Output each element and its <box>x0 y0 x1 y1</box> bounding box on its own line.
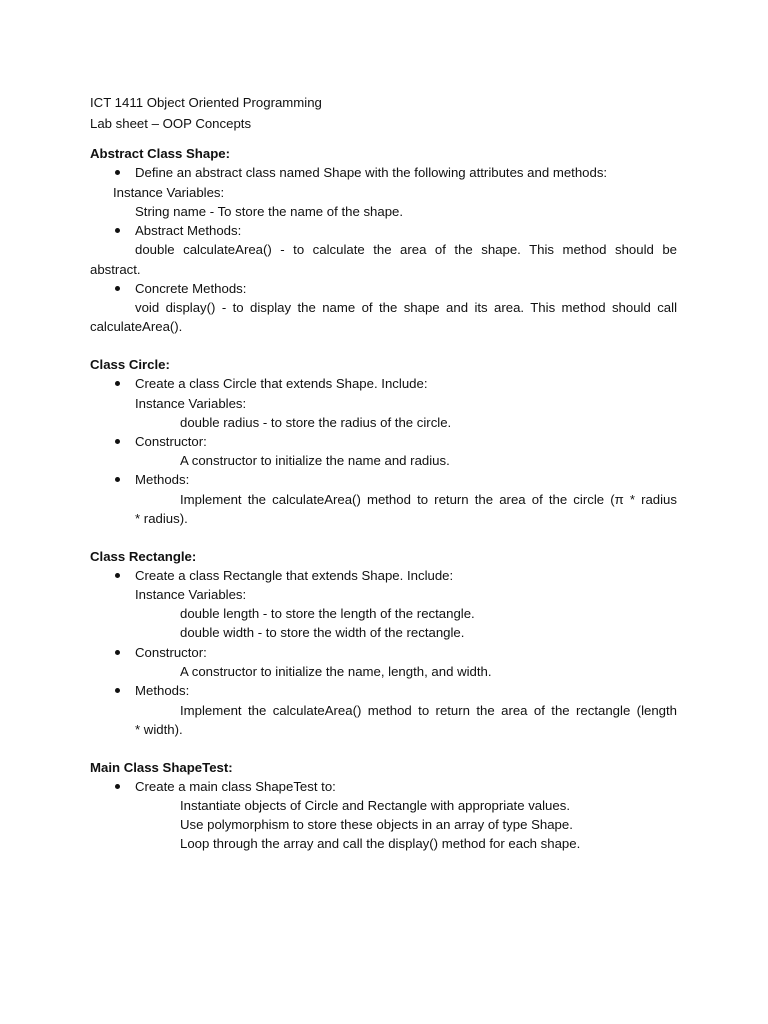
main-step-polymorphism: Use polymorphism to store these objects in an array of type Shape. <box>180 817 573 832</box>
main-step-instantiate: Instantiate objects of Circle and Rectangle with appropriate values. <box>180 798 570 813</box>
bullet-icon <box>115 439 120 444</box>
rectangle-instance-vars-label: Instance Variables: <box>135 587 247 602</box>
bullet-icon <box>115 573 120 578</box>
course-title: ICT 1411 Object Oriented Programming <box>90 95 322 110</box>
rectangle-constructor-label: Constructor: <box>135 645 207 660</box>
rectangle-length-var: double length - to store the length of the rectangle. <box>180 606 475 621</box>
bullet-icon <box>115 477 120 482</box>
circle-method-line-1: Implement the calculateArea() method to return the area of the circle (π * radius <box>180 492 677 507</box>
rectangle-method-line-2: * width). <box>135 722 183 737</box>
circle-instance-vars-label: Instance Variables: <box>135 396 247 411</box>
circle-create-text: Create a class Circle that extends Shape. Include: <box>135 376 428 391</box>
bullet-icon <box>115 650 120 655</box>
shape-abstract-label: Abstract Methods: <box>135 223 242 238</box>
shape-display-line-1: void display() - to display the name of the shape and its area. This method should call <box>135 300 677 315</box>
section-heading-main: Main Class ShapeTest: <box>90 760 233 775</box>
rectangle-width-var: double width - to store the width of the rectangle. <box>180 625 465 640</box>
section-heading-rectangle: Class Rectangle: <box>90 549 197 564</box>
bullet-icon <box>115 784 120 789</box>
section-heading-shape: Abstract Class Shape: <box>90 146 230 161</box>
shape-instance-vars-label: Instance Variables: <box>113 185 225 200</box>
rectangle-create-text: Create a class Rectangle that extends Shape. Include: <box>135 568 454 583</box>
shape-define-text: Define an abstract class named Shape with the following attributes and methods: <box>135 165 608 180</box>
rectangle-method-line-1: Implement the calculateArea() method to return the area of the rectangle (length <box>180 703 677 718</box>
lab-sheet-title: Lab sheet – OOP Concepts <box>90 116 252 131</box>
bullet-icon <box>115 381 120 386</box>
rectangle-constructor-text: A constructor to initialize the name, length, and width. <box>180 664 492 679</box>
main-step-loop: Loop through the array and call the display() method for each shape. <box>180 836 581 851</box>
circle-radius-var: double radius - to store the radius of the circle. <box>180 415 452 430</box>
shape-concrete-label: Concrete Methods: <box>135 281 247 296</box>
main-create-text: Create a main class ShapeTest to: <box>135 779 336 794</box>
shape-name-var: String name - To store the name of the shape. <box>135 204 404 219</box>
section-heading-circle: Class Circle: <box>90 357 170 372</box>
circle-methods-label: Methods: <box>135 472 190 487</box>
shape-calc-line-1: double calculateArea() - to calculate the area of the shape. This method should be <box>135 242 677 257</box>
circle-constructor-text: A constructor to initialize the name and radius. <box>180 453 450 468</box>
bullet-icon <box>115 286 120 291</box>
shape-calc-line-2: abstract. <box>90 262 141 277</box>
bullet-icon <box>115 170 120 175</box>
circle-constructor-label: Constructor: <box>135 434 207 449</box>
shape-display-line-2: calculateArea(). <box>90 319 183 334</box>
rectangle-methods-label: Methods: <box>135 683 190 698</box>
bullet-icon <box>115 228 120 233</box>
bullet-icon <box>115 688 120 693</box>
circle-method-line-2: * radius). <box>135 511 188 526</box>
